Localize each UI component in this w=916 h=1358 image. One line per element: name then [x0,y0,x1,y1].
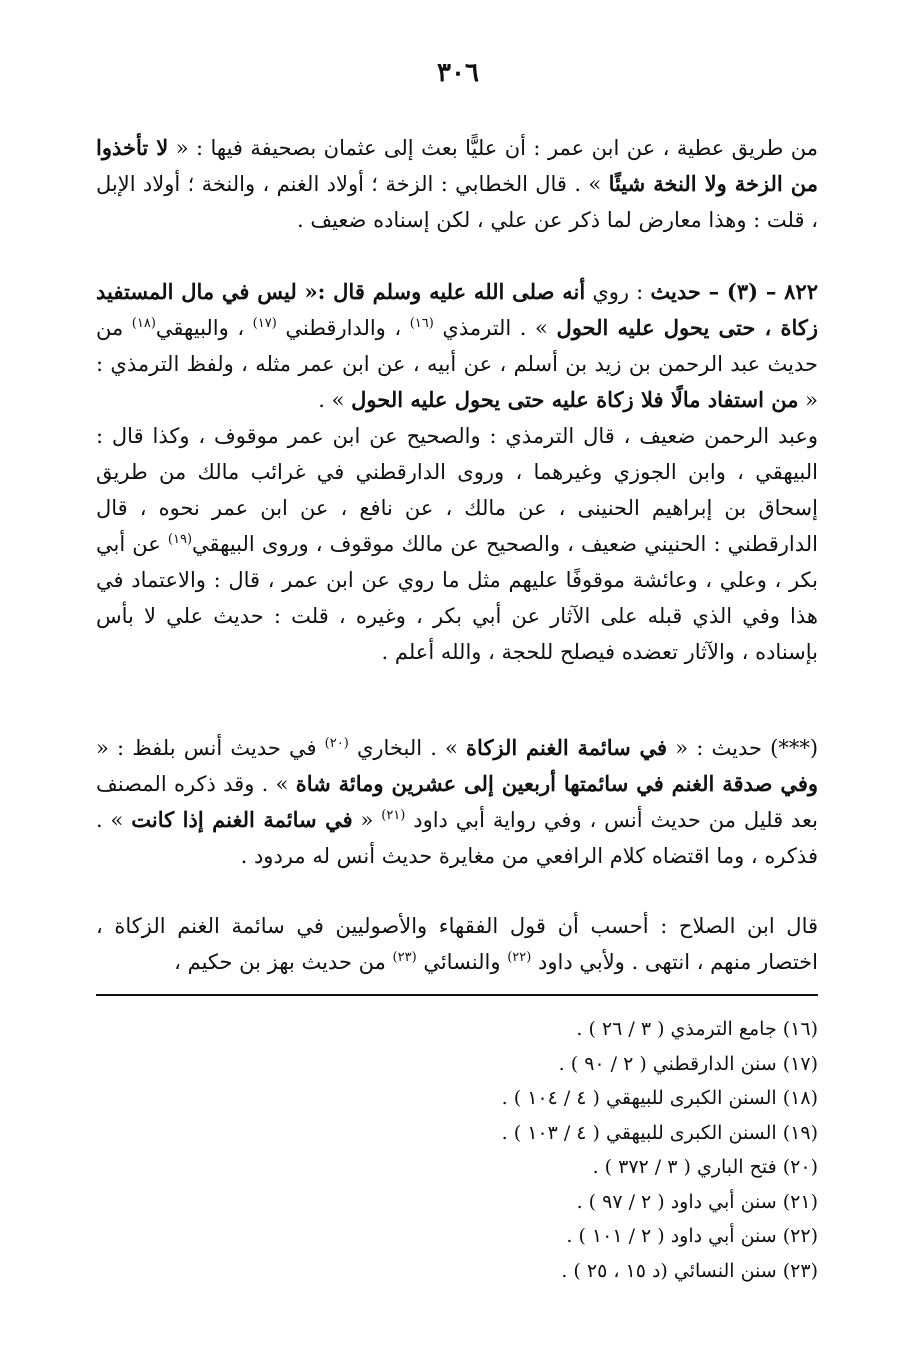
bold-quote: في سائمة الغنم إذا كانت [131,807,353,832]
text-run: وعبد الرحمن ضعيف ، قال الترمذي : والصحيح عن ابن عمر موقوف ، وكذا قال : البيهقي ، وابن الجوزي وغيرهما ، وروى الدارقطني في غرائب مالك من طريق إسحاق بن إبراهيم الحنينى ، عن مالك ، عن نافع ، عن ابن عمر نحوه ، قال الدارقطني : الحنيني ضعيف ، والصحيح عن مالك موقوف ، وروى البيهقي [96,424,818,556]
text-run: ، والدارقطني [276,316,410,340]
footnotes-list [96,1012,818,1288]
footnote-ref: (٢١) [381,808,406,823]
text-run: » . فذكره ، وما اقتضاه كلام الرافعي من مغايرة حديث أنس له مردود . [96,808,818,868]
footnote-ref: (١٧) [252,316,277,331]
footnote-ref: (١٦) [409,316,434,331]
text-run: (***) حديث : « [667,736,819,760]
bold-quote: لا تأخذوا من الزخة ولا النخة شيئًا [96,135,818,196]
page-number: ٣٠٦ [437,58,479,88]
text-run: ، والبيهقي [155,316,253,340]
text-run: في حديث أنس بلفظ : « [96,736,325,760]
footnote-19: (١٩) السنن الكبرى للبيهقي ( ٤ / ١٠٣ ) . [501,1121,818,1144]
footnote-ref: (١٩) [167,532,193,547]
text-run: « [352,808,382,832]
text-run: » . [318,388,352,412]
text-run: من حديث عبد الرحمن بن زيد بن أسلم ، عن أبيه ، عن ابن عمر مثله ، ولفظ الترمذي : « [96,316,818,412]
footnote-18: (١٨) السنن الكبرى للبيهقي ( ٤ / ١٠٤ ) . [501,1087,818,1109]
footnote-ref: (٢٢) [507,950,532,965]
text-run: من طريق عطية ، عن ابن عمر : أن عليًّا بعث إلى عثمان بصحيفة فيها : « [168,136,818,160]
text-run: » . الترمذي [433,316,557,340]
text-run: من حديث بهز بن حكيم ، [174,950,393,974]
text-run: والنسائي [416,950,508,974]
text-run: » . قال الخطابي : الزخة ؛ أولاد الغنم ، والنخة ؛ أولاد الإبل ، قلت : وهذا معارض لما ذكر عن علي ، لكن إسناده ضعيف . [96,172,818,232]
footnote-ref: (٢٠) [324,736,349,751]
paragraph-ibn-al-salah [96,908,818,980]
bold-quote: من استفاد مالًا فلا زكاة عليه حتى يحول عليه الحول [351,387,799,412]
text-run: » . البخاري [348,736,467,760]
text-run: : روي [585,280,651,304]
bold-quote: أنه صلى الله عليه وسلم قال :« ليس في مال المستفيد زكاة ، حتى يحول عليه الحول [96,279,819,340]
footnote-21: (٢١) سنن أبي داود ( ٢ / ٩٧ ) . [576,1190,818,1213]
footnote-16: (١٦) جامع الترمذي ( ٣ / ٢٦ ) . [576,1018,818,1040]
footnote-22: (٢٢) سنن أبي داود ( ٢ / ١٠١ ) . [566,1225,818,1247]
text-run: » . وقد ذكره المصنف بعد قليل من حديث أنس ، وفي رواية أبي داود [96,772,818,832]
bold-quote: وفي صدقة الغنم في سائمتها أربعين إلى عشرين ومائة شاة [295,771,819,796]
paragraph-saimat-al-ghanam [96,730,818,874]
text-run: عن أبي بكر ، وعلي ، وعائشة موقوفًا عليهم مثل ما روي عن ابن عمر ، قال : والاعتماد في هذا وفي الذي قبله على الآثار عن أبي بكر ، وغيره ، قلت : حديث علي لا بأس بإسناده ، والآثار تعضده فيصلح للحجة ، والله أعلم . [96,532,818,664]
paragraph-hadith-822 [96,274,818,670]
text-run: قال ابن الصلاح : أحسب أن قول الفقهاء والأصوليين في سائمة الغنم الزكاة ، اختصار منهم ، انتهى . ولأبي داود [96,914,818,974]
footnote-ref: (٢٣) [392,950,417,965]
paragraph-zakha-nakha [96,130,818,238]
footnote-17: (١٧) سنن الدارقطني ( ٢ / ٩٠ ) . [558,1052,818,1075]
bold-quote: في سائمة الغنم الزكاة [466,735,668,760]
hadith-number-heading: ٨٢٢ – (٣) – حديث [650,279,818,304]
footnote-ref: (١٨) [131,316,156,331]
footnote-divider [96,994,818,996]
footnote-20: (٢٠) فتح الباري ( ٣ / ٣٧٢ ) . [592,1156,818,1178]
footnote-23: (٢٣) سنن النسائي (د ١٥ ، ٢٥ ) . [561,1259,818,1282]
